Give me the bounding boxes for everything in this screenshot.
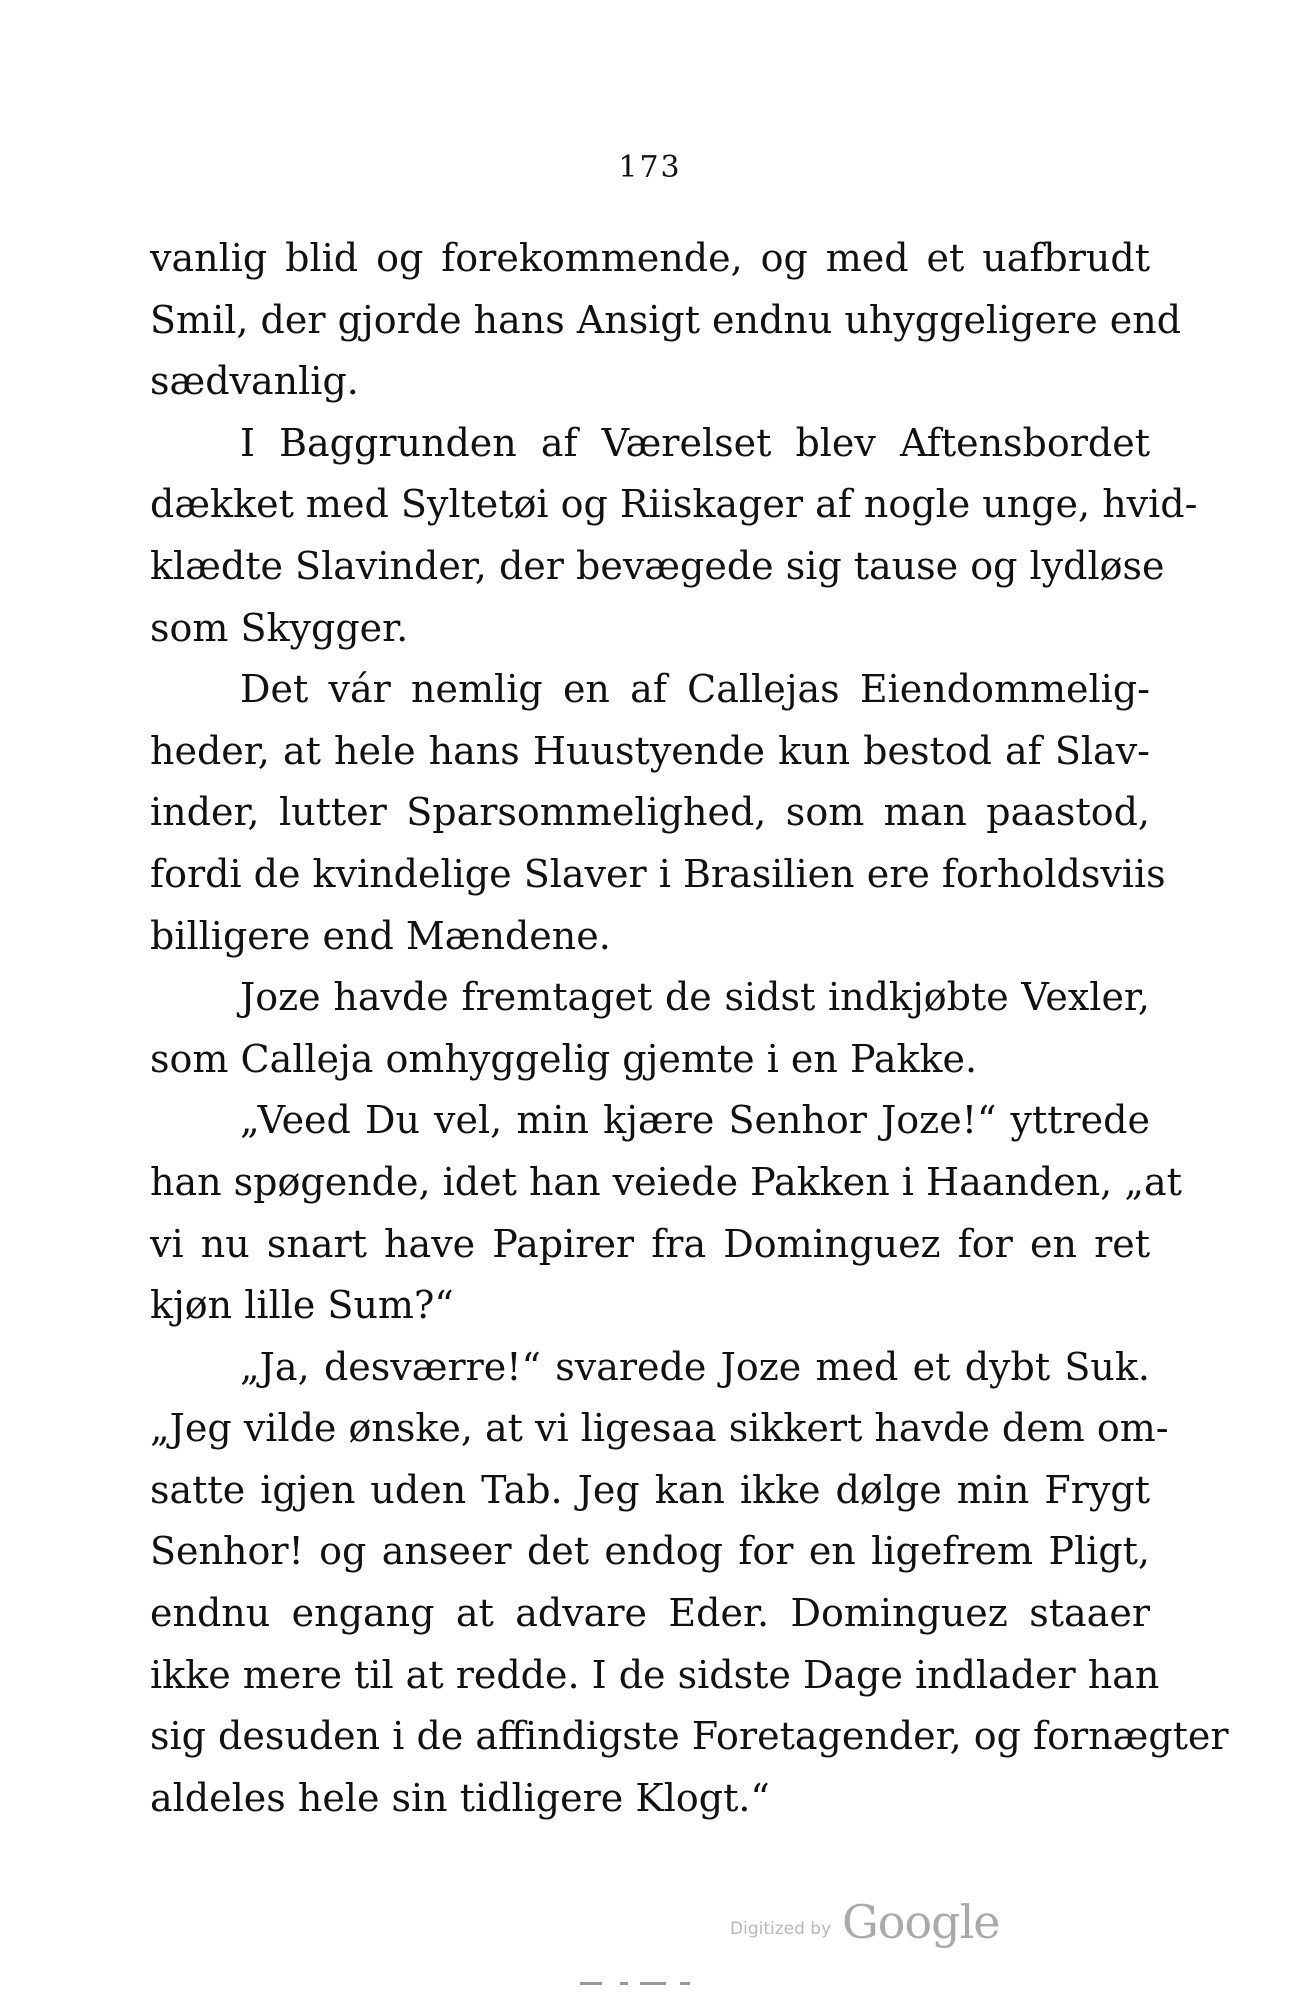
text-line: kjøn lille Sum?“: [150, 1283, 454, 1328]
text-line: klædte Slavinder, der bevægede sig tause og lydløse: [150, 543, 1165, 588]
google-logo: Google: [842, 1895, 1000, 1949]
text-line: sædvanlig.: [150, 359, 359, 404]
scan-artifact-marks: [580, 1982, 740, 1986]
text-line: som Calleja omhyggelig gjemte i en Pakke.: [150, 1036, 978, 1081]
watermark-label: Digitized by: [730, 1919, 832, 1939]
text-line: dækket med Syltetøi og Riiskager af nogle unge, hvid-: [150, 482, 1198, 527]
text-line: Det vár nemlig en af Callejas Eiendommelig-: [240, 667, 1150, 712]
text-line: Senhor! og anseer det endog for en ligefrem Pligt,: [150, 1529, 1150, 1574]
text-line: ikke mere til at redde. I de sidste Dage indlader han: [150, 1652, 1160, 1697]
text-line: sig desuden i de affindigste Foretagender, og fornægter: [150, 1714, 1229, 1759]
text-line: „Jeg vilde ønske, at vi ligesaa sikkert havde dem om-: [150, 1406, 1169, 1451]
digitized-by-google-watermark: [730, 1895, 1030, 1955]
text-line: Joze havde fremtaget de sidst indkjøbte Vexler,: [240, 975, 1150, 1020]
text-line: vi nu snart have Papirer fra Dominguez for en ret: [150, 1221, 1150, 1266]
text-line: billigere end Mændene.: [150, 913, 611, 958]
text-line: „Veed Du vel, min kjære Senhor Joze!“ yttrede: [240, 1098, 1150, 1143]
text-line: satte igjen uden Tab. Jeg kan ikke dølge min Frygt: [150, 1467, 1150, 1512]
text-line: vanlig blid og forekommende, og med et uafbrudt: [150, 236, 1150, 280]
text-line: I Baggrunden af Værelset blev Aftensbordet: [240, 420, 1150, 465]
text-line: fordi de kvindelige Slaver i Brasilien ere forholdsviis: [150, 851, 1166, 896]
text-line: „Ja, desværre!“ svarede Joze med et dybt Suk.: [240, 1344, 1150, 1389]
text-line: heder, at hele hans Huustyende kun bestod af Slav-: [150, 728, 1150, 773]
text-line: som Skygger.: [150, 605, 409, 650]
text-line: han spøgende, idet han veiede Pakken i Haanden, „at: [150, 1159, 1182, 1204]
page-number: 173: [618, 150, 682, 185]
text-line: aldeles hele sin tidligere Klogt.“: [150, 1775, 770, 1820]
text-line: inder, lutter Sparsommelighed, som man paastod,: [150, 790, 1150, 835]
text-line: Smil, der gjorde hans Ansigt endnu uhyggeligere end: [150, 297, 1182, 342]
body-text: [150, 228, 1229, 1829]
text-line: endnu engang at advare Eder. Dominguez staaer: [150, 1591, 1150, 1636]
